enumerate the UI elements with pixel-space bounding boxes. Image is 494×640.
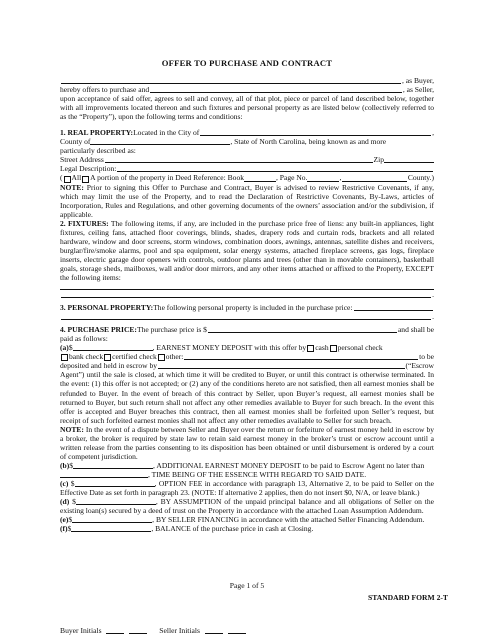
dispute-note — [60, 425, 434, 461]
dollar-sign: $ — [69, 460, 74, 470]
initials-line — [60, 626, 246, 635]
escrow-line — [60, 361, 434, 370]
other-checkbox[interactable] — [158, 354, 165, 361]
option-fee-field[interactable] — [75, 480, 155, 487]
bank-check-label: bank check — [69, 352, 104, 362]
balance-field[interactable] — [71, 525, 151, 532]
page-no-label: , Page No. — [276, 173, 308, 183]
personal-property-line-2[interactable] — [61, 313, 431, 320]
certified-check-label: certified check — [112, 352, 157, 362]
bank-check-checkbox[interactable] — [61, 354, 68, 361]
zip-label: Zip — [373, 155, 384, 165]
page-number: Page 1 of 5 — [229, 581, 265, 590]
section-1-heading: 1. REAL PROPERTY: — [60, 128, 134, 138]
other-field[interactable] — [184, 353, 418, 360]
buyer-line — [60, 76, 434, 85]
section-2-fixtures — [60, 219, 434, 282]
earnest-money-text: , EARNEST MONEY DEPOSIT with this offer by — [152, 343, 307, 353]
document-title: OFFER TO PURCHASE AND CONTRACT — [161, 58, 333, 68]
paid-as-label: paid as follows: — [60, 334, 108, 344]
county-close-label: County.) — [407, 173, 434, 183]
county-label: County of — [60, 137, 91, 147]
fixtures-text: The following items, if any, are included in the purchase price free of liens: any built-in appliances, light fixtures, ceiling fans, attached floor coverings, blinds, shades, drapery rods and curtain rods, brackets and all related hardware, window and door screens, storm windows, combination doors, awnings, antennas, satellite dishes and receivers, burglar/fire/smoke alarms, pool and spa equipment, solar energy systems, attached fireplace screens, gas logs, fireplace inserts, electric garage door openers with controls, outdoor plants and trees (other than in movable containers), basketball goals, storage sheds, mailboxes, wall and/or door mirrors, and any other items attached or affixed to the Property, EXCEPT the following items: — [60, 218, 434, 282]
located-city-label: Located in the City of — [133, 128, 200, 138]
legal-description-field[interactable] — [117, 165, 433, 172]
section-3-line — [60, 303, 434, 312]
cash-checkbox[interactable] — [307, 345, 314, 352]
section-2-heading: 2. FIXTURES: — [60, 218, 109, 228]
form-number: STANDARD FORM 2-T — [367, 593, 448, 602]
deed-book-label: A portion of the property in Deed Reference: Book — [90, 173, 244, 183]
hereby-offers-label: hereby offers to purchase and — [60, 85, 150, 95]
seller-financing-field[interactable] — [72, 516, 152, 523]
dollar-sign: $ — [68, 343, 73, 353]
dollar-sign: $ — [68, 478, 75, 488]
city-field[interactable] — [200, 129, 431, 136]
item-f-label: (f) — [60, 524, 68, 534]
section-3-heading: 3. PERSONAL PROPERTY: — [60, 303, 154, 313]
shall-be-label: and shall be — [397, 325, 434, 335]
item-b-line — [60, 461, 434, 470]
county-field[interactable] — [90, 138, 230, 145]
all-checkbox[interactable] — [64, 176, 71, 183]
dollar-sign: $ — [68, 515, 73, 525]
document-body — [60, 76, 434, 533]
assumption-field[interactable] — [76, 498, 156, 505]
book-field[interactable] — [244, 175, 276, 182]
personal-property-line-2-row: . — [60, 312, 434, 321]
personal-property-field[interactable] — [354, 304, 434, 311]
personal-check-label: personal check — [337, 343, 383, 353]
fixtures-except-line-2[interactable] — [61, 291, 431, 298]
seller-initials-label: Seller Initials — [159, 626, 200, 635]
all-label: All — [71, 173, 82, 183]
street-line — [60, 155, 434, 164]
note-text: Prior to signing this Offer to Purchase and Contract, Buyer is advised to review Restrictive Covenants, if any, which may limit the use of the Property, and to read the Declaration of Restrictive Covenants, By-Laws, articles of Incorporation, Rules and Regulations, and other governing documents of the owners’ association and/or the subdivision, if applicable. — [60, 182, 434, 219]
to-be-label: to be — [419, 352, 434, 362]
buyer-initials-label: Buyer Initials — [60, 626, 102, 635]
section-4-heading: 4. PURCHASE PRICE: — [60, 325, 137, 335]
deed-line: ( All A portion of the property in Deed Reference: Book , Page No. , County.) — [60, 173, 434, 183]
certified-check-checkbox[interactable] — [104, 354, 111, 361]
other-label: other: — [165, 352, 184, 362]
item-c-label: (c) — [60, 478, 69, 488]
purchase-price-field[interactable] — [208, 326, 397, 333]
street-address-field[interactable] — [105, 156, 373, 163]
dollar-sign: $ — [69, 497, 76, 507]
item-f-line — [60, 524, 434, 533]
deposited-label: deposited and held in escrow by — [60, 361, 158, 371]
additional-earnest-field[interactable] — [73, 462, 153, 469]
dispute-note-text: In the event of a dispute between Seller and Buyer over the return or forfeiture of earnest money held in escrow by a broker, the broker is required by state law to retain said earnest money in the broker’s trust or escrow account until a written release from the parties consenting to its disposition has been obtained or until disbursement is ordered by a court of competent jurisdiction. — [60, 424, 434, 461]
seller-line — [60, 85, 434, 94]
item-b-line-2 — [60, 470, 434, 479]
county-line — [60, 137, 434, 146]
earnest-money-field[interactable] — [73, 344, 153, 351]
personal-property-text: The following personal property is included in the purchase price: — [153, 303, 353, 313]
portion-checkbox[interactable] — [82, 176, 89, 183]
dispute-note-label: NOTE: — [60, 424, 84, 434]
fixtures-except-line-2-row: . — [60, 290, 434, 299]
item-b-label: (b) — [60, 460, 70, 470]
essence-text: , TIME BEING OF THE ESSENCE WITH REGARD TO SAID DATE. — [148, 469, 367, 479]
balance-text: , BALANCE of the purchase price in cash at Closing. — [151, 524, 314, 534]
street-address-label: Street Address — [60, 155, 104, 165]
described-label: particularly described as: — [60, 146, 136, 156]
intro-paragraph: upon acceptance of said offer, agrees to sell and convey, all of that plot, piece or parcel of land described below, together with all improvements located thereon and such fixtures and personal property as are listed below (collectively referred to as the “Property”), upon the following terms and conditions: — [60, 94, 434, 122]
described-line — [60, 146, 434, 155]
agent-paragraph: Agent”) until the sale is closed, at which time it will be credited to Buyer, or until this contract is otherwise terminated. In the event: (1) this offer is not accepted; or (2) any of the conditions hereto are not satisfied, then all earnest monies shall be refunded to Buyer. In the event of breach of this contract by Seller, upon Buyer’s request, all earnest monies shall be returned to Buyer, but such return shall not affect any other remedies available to Buyer for such breach. In the event this offer is accepted and Buyer breaches this contract, then all earnest monies shall be forfeited upon Seller’s request, but receipt of such forfeited earnest monies shall not affect any other remedies available to Seller for such breach. — [60, 370, 434, 425]
section-4-line — [60, 325, 434, 334]
cash-label: cash — [315, 343, 329, 353]
seller-initials-field-2[interactable] — [228, 627, 246, 634]
item-a-line — [60, 343, 434, 352]
legal-line — [60, 164, 434, 173]
item-e-line — [60, 515, 434, 524]
covenants-note — [60, 183, 434, 219]
escrow-label: (“Escrow — [405, 361, 434, 371]
fixtures-except-line-1[interactable] — [60, 283, 434, 290]
page-field[interactable] — [307, 175, 339, 182]
additional-earnest-text: , ADDITIONAL EARNEST MONEY DEPOSIT to be paid to Escrow Agent no later than — [153, 460, 425, 470]
item-d-label: (d) — [60, 497, 70, 507]
option-fee-text: , OPTION FEE in accordance with paragraph 13, Alternative 2, to be paid to Seller on the Effective Date as set forth in paragraph 23. (NOTE: If alternative 2 applies, then do not insert $0, N/A, or leave blank.) — [60, 478, 434, 498]
section-1-city-line: 1. REAL PROPERTY: Located in the City of , — [60, 128, 434, 138]
as-seller-label: , as Seller, — [402, 85, 434, 95]
item-c — [60, 479, 434, 497]
buyer-initials-field-1[interactable] — [106, 627, 124, 634]
as-buyer-label: , as Buyer, — [402, 76, 434, 85]
assumption-text: , BY ASSUMPTION of the unpaid principal balance and all obligations of Seller on the existing loan(s) secured by a deed of trust on the Property in accordance with the attached Loan Assumption Addendum. — [60, 497, 434, 516]
personal-check-checkbox[interactable] — [330, 345, 337, 352]
seller-name-field[interactable] — [150, 86, 402, 93]
buyer-name-field[interactable] — [61, 77, 401, 84]
note-label: NOTE: — [60, 182, 84, 192]
state-label: , State of North Carolina, being known as and more — [230, 137, 387, 147]
check-types-line — [60, 352, 434, 361]
escrow-agent-field[interactable] — [158, 362, 404, 369]
legal-description-label: Legal Description: — [60, 164, 117, 174]
zip-field[interactable] — [384, 156, 434, 163]
buyer-initials-field-2[interactable] — [129, 627, 147, 634]
item-a-label: (a) — [60, 343, 69, 353]
seller-initials-field-1[interactable] — [205, 627, 223, 634]
deed-county-field[interactable] — [342, 175, 407, 182]
paid-as-line — [60, 334, 434, 343]
dollar-sign: $ — [67, 524, 72, 534]
purchase-price-label: The purchase price is $ — [136, 325, 207, 335]
seller-financing-text: , BY SELLER FINANCING in accordance with the attached Seller Financing Addendum. — [152, 515, 425, 525]
item-e-label: (e) — [60, 515, 69, 525]
essence-date-field[interactable] — [60, 471, 148, 478]
item-d — [60, 497, 434, 515]
